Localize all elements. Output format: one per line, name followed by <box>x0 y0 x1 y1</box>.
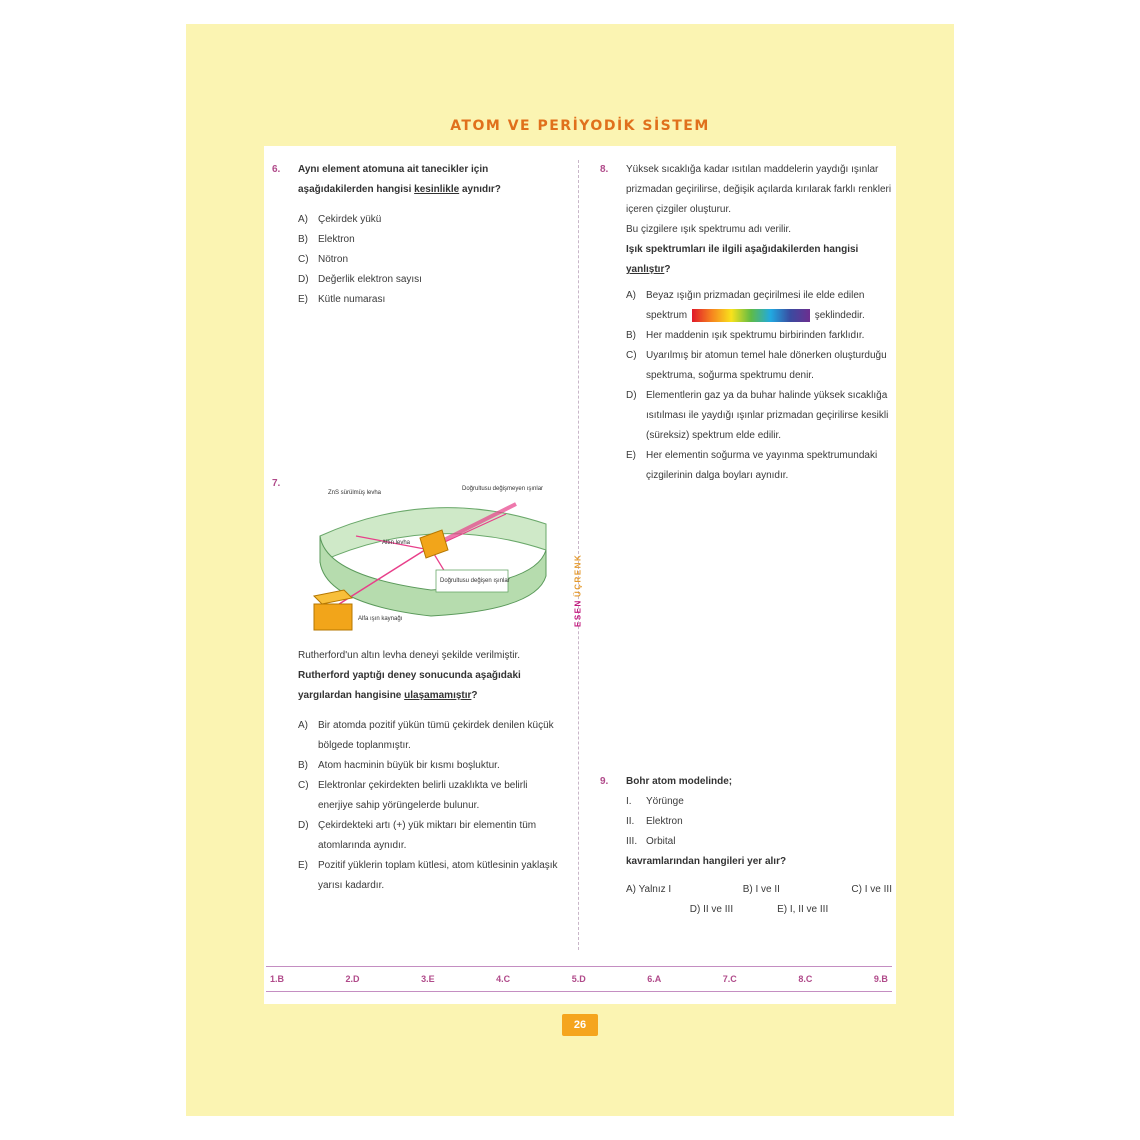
q6-option-a[interactable]: A) Çekirdek yükü <box>298 214 382 225</box>
q6-option-d[interactable]: D) Değerlik elektron sayısı <box>298 274 422 285</box>
q8-option-e[interactable]: E) Her elementin soğurma ve yayınma spektrumundaki çizgilerinin dalga boyları aynıdır. <box>626 450 878 481</box>
q6-number: 6. <box>272 164 281 175</box>
q9-options-row-1 <box>626 880 892 900</box>
answer-6: 6.A <box>647 974 662 984</box>
answer-5: 5.D <box>571 974 586 984</box>
chapter-title: ATOM VE PERİYODİK SİSTEM <box>450 118 710 134</box>
q7-intro: Rutherford'un altın levha deneyi şekilde verilmiştir. <box>298 650 521 661</box>
q9-number: 9. <box>600 776 609 787</box>
q8-stem-end: ? <box>664 264 671 275</box>
q9-question: kavramlarından hangileri yer alır? <box>626 856 787 867</box>
q9-stem: Bohr atom modelinde; <box>626 776 733 787</box>
q6-stem-emphasis: kesinlikle <box>414 184 460 195</box>
answer-3: 3.E <box>421 974 435 984</box>
answer-9: 9.B <box>873 974 888 984</box>
q6-stem <box>298 160 564 200</box>
q7-option-a[interactable]: A) Bir atomda pozitif yükün tümü çekirdek denilen küçük bölgede toplanmıştır. <box>298 720 554 751</box>
q6-stem-text: Aynı element atomuna ait tanecikler için aşağıdakilerden hangisi <box>298 164 489 195</box>
q9-item-1: I. Yörünge <box>626 796 684 807</box>
q8-stem-text: Işık spektrumları ile ilgili aşağıdakilerden hangisi <box>626 244 859 255</box>
label-gold: Altın levha <box>382 540 411 546</box>
answer-7: 7.C <box>722 974 737 984</box>
rutherford-experiment-figure <box>296 466 566 636</box>
page-number: 26 <box>562 1014 598 1036</box>
q9-option-c[interactable]: C) I ve III <box>851 884 892 895</box>
q9 <box>626 772 892 920</box>
q8-option-a-letter: A) <box>626 290 636 301</box>
q8-option-c[interactable]: C) Uyarılmış bir atomun temel hale dönerken oluşturduğu spektruma, soğurma spektrumu denir. <box>626 350 887 381</box>
brand-part-1: ESEN <box>573 598 583 627</box>
spectrum-strip <box>692 309 810 322</box>
q8-intro-1: Yüksek sıcaklığa kadar ısıtılan maddelerin yaydığı ışınlar prizmadan geçirilirse, değişik açılarda kırılarak farklı renkleri içeren çizgiler oluşturur. <box>626 164 892 215</box>
answer-8: 8.C <box>798 974 813 984</box>
q6 <box>298 160 564 310</box>
label-changed: Doğrultusu değişen ışınlar <box>440 578 510 584</box>
q8-option-a-end: şeklindedir. <box>814 310 865 321</box>
q8-option-a[interactable] <box>626 286 892 326</box>
answer-key <box>266 966 892 992</box>
q7-option-c[interactable]: C) Elektronlar çekirdekten belirli uzaklıkta ve belirli enerjiye sahip yörüngelerde bulunur. <box>298 780 528 811</box>
q7-option-d[interactable]: D) Çekirdekteki artı (+) yük miktarı bir elementin tüm atomlarında aynıdır. <box>298 820 537 851</box>
q9-item-2: II. Elektron <box>626 816 683 827</box>
source-top <box>314 590 352 604</box>
q9-option-e[interactable]: E) I, II ve III <box>777 904 829 915</box>
q8-option-d[interactable]: D) Elementlerin gaz ya da buhar halinde yüksek sıcaklığa ısıtılması ile yaydığı ışınlar prizmadan geçirilirse kesikli (süreksiz) spektrum elde edilir. <box>626 390 889 441</box>
answer-1: 1.B <box>270 974 285 984</box>
q6-option-c[interactable]: C) Nötron <box>298 254 349 265</box>
q7-stem-emphasis: ulaşamamıştır <box>404 690 472 701</box>
q7-option-b[interactable]: B) Atom hacminin büyük bir kısmı boşluktur. <box>298 760 500 771</box>
q8-stem-emphasis: yanlıştır <box>626 264 665 275</box>
label-source: Alfa ışın kaynağı <box>358 616 403 622</box>
q9-option-b[interactable]: B) I ve II <box>742 884 780 895</box>
vertical-brand <box>570 540 586 640</box>
q8-option-b[interactable]: B) Her maddenin ışık spektrumu birbirinden farklıdır. <box>626 330 865 341</box>
q9-item-3: III. Orbital <box>626 836 676 847</box>
q7-stem-end: ? <box>471 690 478 701</box>
answer-4: 4.C <box>496 974 511 984</box>
q9-option-d[interactable]: D) II ve III <box>689 904 734 915</box>
q7-option-e[interactable]: E) Pozitif yüklerin toplam kütlesi, atom kütlesinin yaklaşık yarısı kadardır. <box>298 860 558 891</box>
q7-stem-text: Rutherford yaptığı deney sonucunda aşağıdaki yargılardan hangisine <box>298 670 521 701</box>
answer-2: 2.D <box>345 974 360 984</box>
q8-intro-2: Bu çizgilere ışık spektrumu adı verilir. <box>626 224 792 235</box>
label-straight: Doğrultusu değişmeyen ışınlar <box>462 486 544 492</box>
q6-option-b[interactable]: B) Elektron <box>298 234 355 245</box>
q6-stem-end: aynıdır? <box>459 184 501 195</box>
q8 <box>626 160 892 486</box>
q6-option-e[interactable]: E) Kütle numarası <box>298 294 386 305</box>
alpha-source <box>314 604 352 630</box>
q8-number: 8. <box>600 164 609 175</box>
q7-number: 7. <box>272 478 281 489</box>
q9-option-a[interactable]: A) Yalnız I <box>626 884 672 895</box>
brand-part-2: ÜÇRENK <box>573 553 583 597</box>
q8-option-a-text: Beyaz ışığın prizmadan geçirilmesi ile elde edilen spektrum <box>646 290 865 321</box>
q9-options-row-2 <box>626 900 892 920</box>
label-zns: ZnS sürülmüş levha <box>328 490 382 496</box>
q7-stem <box>298 666 564 706</box>
q7 <box>298 646 564 896</box>
q8-stem <box>626 240 892 280</box>
